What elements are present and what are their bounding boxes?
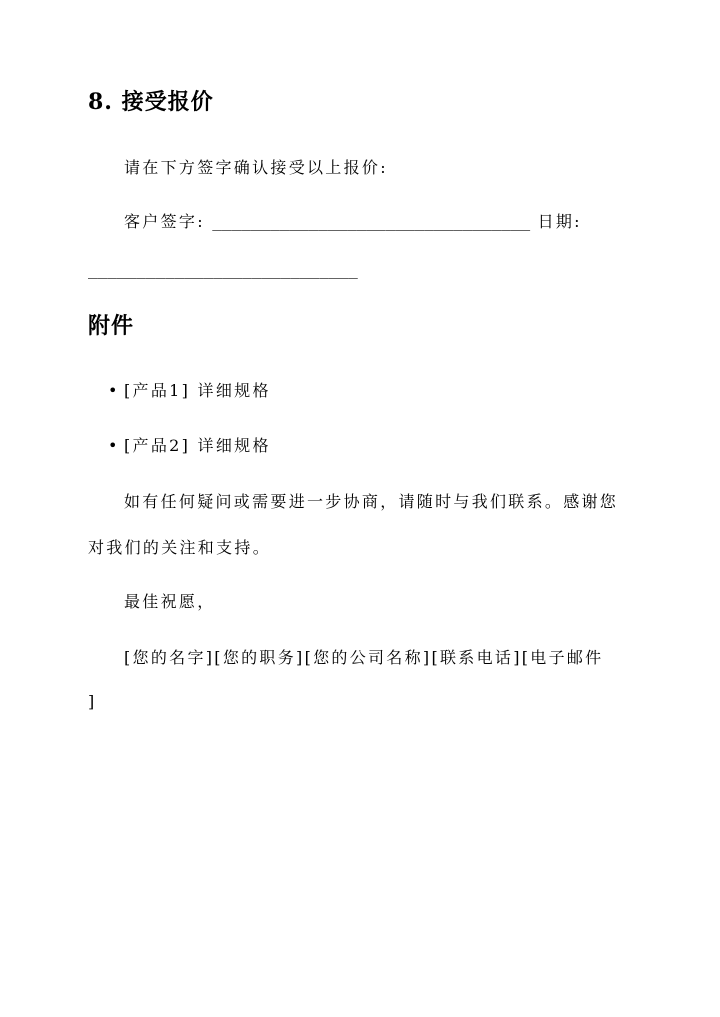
date-blank: ____________________________ [88,260,358,279]
signature-label: 客户签字: [124,212,205,231]
regards-text: 最佳祝愿， [124,592,216,611]
closing-paragraph-line-1: 如有任何疑问或需要进一步协商，请随时与我们联系。感谢您 [124,492,619,511]
date-label: 日期: [537,212,582,231]
bullet-icon: • [108,436,120,455]
section-heading-accept-quote: 8. 接受报价 [88,89,214,115]
attachment-item [108,383,271,399]
sender-info-line-1: [您的名字][您的职务][您的公司名称][联系电话][电子邮件 [124,648,604,667]
attachment-item-label: [产品1] 详细规格 [124,381,271,400]
sender-info-line-2: ] [88,692,97,711]
closing-paragraph-line-2: 对我们的关注和支持。 [88,538,272,557]
signature-blank: _________________________________ [212,212,531,231]
attachments-heading: 附件 [88,313,135,339]
customer-signature-line [124,214,669,230]
attachment-item [108,438,271,454]
bullet-icon: • [108,381,120,400]
attachment-item-label: [产品2] 详细规格 [124,436,271,455]
date-blank-line [88,262,633,278]
acceptance-instruction: 请在下方签字确认接受以上报价: [124,158,388,177]
